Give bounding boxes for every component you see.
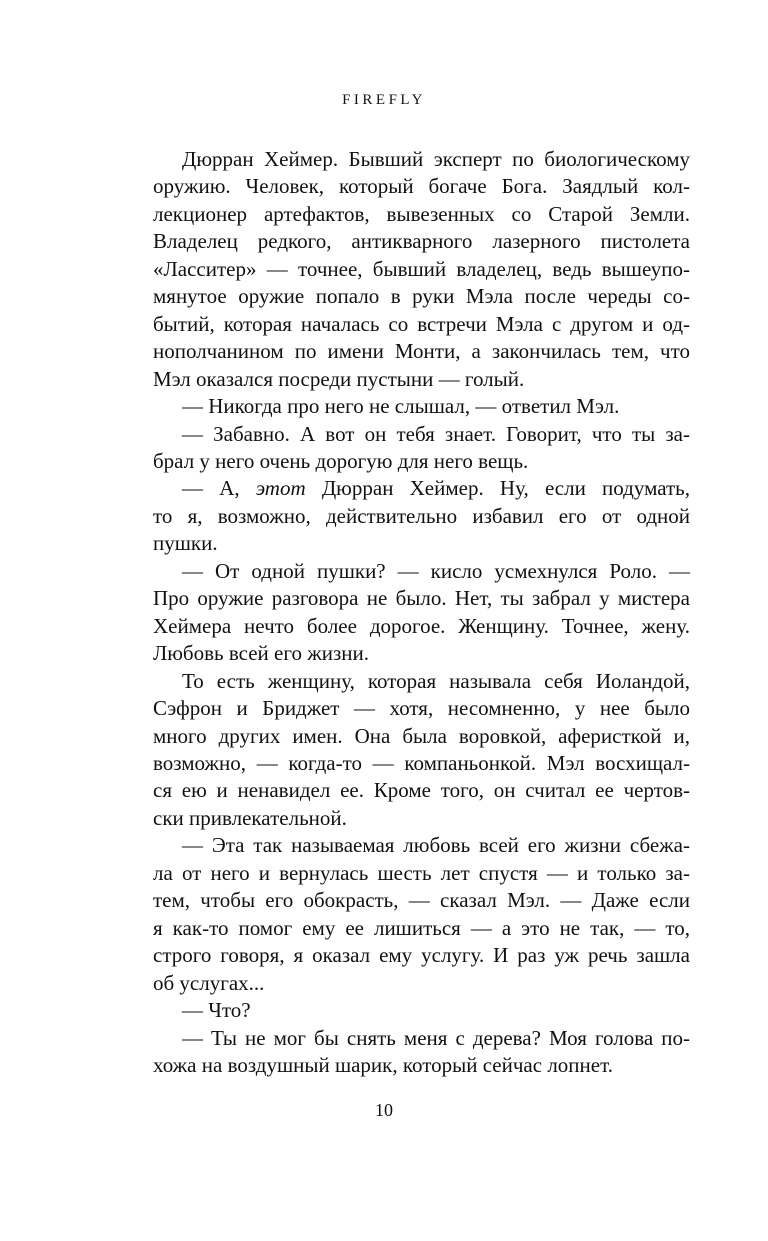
- text-line: нополчанином по имени Монти, а закончилась тем, что: [153, 339, 690, 364]
- text-line: то я, возможно, действительно избавил его от одной: [153, 503, 690, 528]
- text-line: пушки.: [153, 531, 218, 556]
- paragraph-4: [124, 475, 690, 557]
- text-line: — Ты не мог бы снять меня с дерева? Моя голова по-: [182, 1025, 690, 1050]
- paragraph-1: [124, 146, 690, 393]
- text-line: — Никогда про него не слышал, — ответил Мэл.: [182, 394, 620, 419]
- paragraph-7: [124, 832, 690, 997]
- text-line: — Забавно. А вот он тебя знает. Говорит, что ты за-: [182, 421, 690, 446]
- text-line: об услугах...: [153, 970, 265, 995]
- text-line: ся ею и ненавидел ее. Кроме того, он считал ее чертов-: [153, 778, 690, 803]
- italic-word: этот: [255, 476, 306, 501]
- text-line: строго говоря, я оказал ему услугу. И раз уж речь зашла: [153, 943, 690, 968]
- text-line: — Что?: [182, 998, 251, 1023]
- text-line: ски привлекательной.: [153, 805, 347, 830]
- text-fragment: Дюрран Хеймер. Ну, если подумать,: [321, 476, 690, 501]
- text-line: Про оружие разговора не было. Нет, ты забрал у мистера: [153, 586, 690, 611]
- running-header-title: FIREFLY: [342, 92, 426, 108]
- text-line: лекционер артефактов, вывезенных со Старой Земли.: [153, 201, 690, 226]
- body-text: [124, 146, 690, 1079]
- paragraph-3: [124, 421, 690, 476]
- text-line: я как-то помог ему ее лишиться — а это не так, — то,: [153, 915, 690, 940]
- text-line: Хеймера нечто более дорогое. Женщину. Точнее, жену.: [153, 613, 690, 638]
- paragraph-8: [124, 997, 690, 1024]
- text-line: тем, чтобы его обокрасть, — сказал Мэл. — Даже если: [153, 888, 690, 913]
- text-line: Любовь всей его жизни.: [153, 641, 369, 666]
- text-line: То есть женщину, которая называла себя Иоландой,: [182, 668, 690, 693]
- text-line: много других имен. Она была воровкой, аферисткой и,: [153, 723, 690, 748]
- text-line: [124, 475, 690, 502]
- text-line: Дюрран Хеймер. Бывший эксперт по биологическому: [182, 147, 690, 171]
- paragraph-9: [124, 1025, 690, 1080]
- paragraph-5: [124, 558, 690, 668]
- page-number: 10: [375, 1100, 393, 1120]
- text-line: брал у него очень дорогую для него вещь.: [153, 448, 529, 473]
- text-line: — Эта так называемая любовь всей его жизни сбежа-: [182, 833, 690, 858]
- paragraph-2: [124, 393, 690, 420]
- text-line: хожа на воздушный шарик, который сейчас лопнет.: [153, 1052, 613, 1077]
- text-line: мянутое оружие попало в руки Мэла после череды со-: [153, 284, 690, 309]
- text-line: бытий, которая началась со встречи Мэла с другом и од-: [153, 311, 690, 336]
- text-line: Мэл оказался посреди пустыни — голый.: [153, 366, 525, 391]
- text-line: — От одной пушки? — кисло усмехнулся Роло. —: [182, 558, 690, 583]
- text-fragment: — А,: [182, 476, 240, 501]
- paragraph-6: [124, 668, 690, 833]
- text-line: ла от него и вернулась шесть лет спустя — и только за-: [153, 860, 690, 885]
- text-line: Владелец редкого, антикварного лазерного пистолета: [153, 229, 690, 254]
- text-line: Сэфрон и Бриджет — хотя, несомненно, у нее было: [153, 696, 690, 721]
- text-line: оружию. Человек, который богаче Бога. Заядлый кол-: [153, 174, 690, 199]
- text-line: «Ласситер» — точнее, бывший владелец, ведь вышеупо-: [153, 256, 690, 281]
- text-line: возможно, — когда-то — компаньонкой. Мэл восхищал-: [153, 750, 690, 775]
